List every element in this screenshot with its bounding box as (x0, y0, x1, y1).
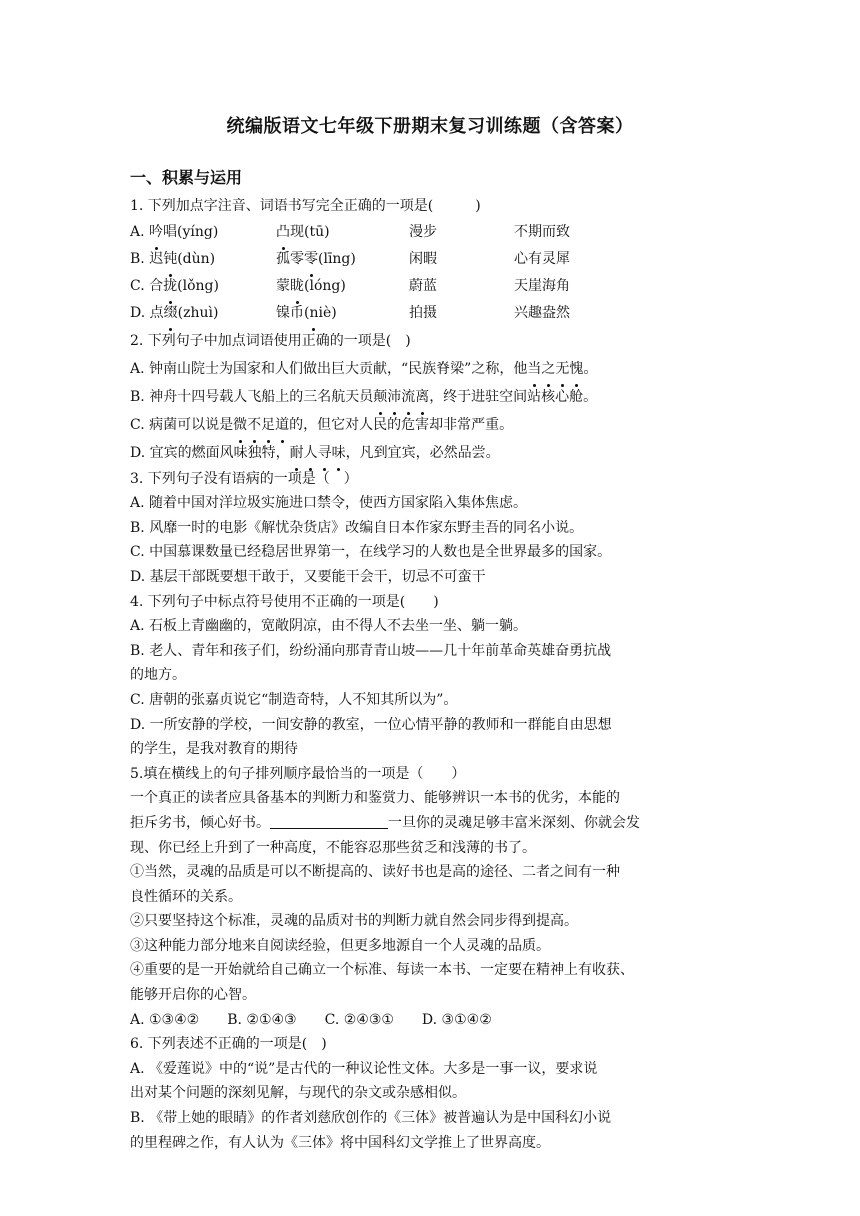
option-text: A. (130, 223, 150, 240)
dotted-word (233, 417, 289, 433)
option-row-a (130, 219, 730, 246)
sentence-1-cont: 良性循环的关系。 (130, 888, 242, 905)
sentence-3: ③这种能力部分地来自阅读经验，但更多地源自一个人灵魂的品质。 (130, 937, 550, 954)
option-a-cont: 出对某个问题的深刻见解，与现代的杂文或杂感相似。 (130, 1085, 466, 1102)
dotted-char: 离 (415, 383, 429, 411)
option-d: D. 一所安静的学校，一间安静的教室，一位心情平静的教师和一群能自由思想 (130, 716, 612, 733)
option-a (130, 355, 730, 383)
option-text: (zhuì) (177, 304, 219, 321)
passage-text: 一旦你的灵魂足够丰富米深刻、你就会发 (388, 814, 640, 831)
dotted-word (290, 445, 346, 461)
dotted-char: 耐 (290, 439, 304, 467)
sentence-4: ④重要的是一开始就给自己确立一个标准、每读一本书、一定要在精神上有收获、 (130, 962, 634, 979)
option-row-b (130, 246, 730, 273)
option-text: A. 钟南山院士为国家和人们做出巨大贡献，“民族脊梁”之称，他 (130, 360, 528, 377)
option-text: (līng) (318, 250, 356, 267)
dotted-char: 缀 (164, 300, 178, 327)
option-text: C. 合 (130, 277, 164, 294)
option-word: 漫步 (409, 223, 437, 240)
dotted-char: 流 (401, 383, 415, 411)
document-title: 统编版语文七年级下册期末复习训练题（含答案） (226, 116, 634, 137)
dotted-char: 凸 (276, 219, 290, 246)
dotted-char: 寻 (318, 439, 332, 467)
dotted-char: 人 (304, 439, 318, 467)
option-text: 的，但它对人民的危害却非常严重。 (289, 416, 514, 433)
option-text: (lǒng) (177, 277, 219, 294)
dotted-char: 足 (261, 411, 275, 439)
option-text: D. 点 (130, 304, 164, 321)
dotted-char: 吟 (149, 219, 163, 246)
option-c: C. 唐朝的张嘉贞说它“制造奇特，人不知其所以为”。 (130, 691, 458, 708)
dotted-char: 微 (233, 411, 247, 439)
sentence-2: ②只要坚持这个标准，灵魂的品质对书的判断力就自然会同步得到提高。 (130, 913, 578, 930)
answer-options: A. ①③④② B. ②①④③ C. ②④③① D. ③①④② (130, 1011, 492, 1028)
option-text: ，终于进驻空间站核心舱。 (429, 388, 598, 405)
dotted-char: 眬 (290, 273, 304, 300)
option-text: B. 神舟十四号载人飞船上的三名航天员 (130, 388, 374, 405)
fill-blank (270, 814, 388, 829)
question-6 (130, 1032, 730, 1155)
dotted-char: 沛 (387, 383, 401, 411)
question-stem: 5.填在横线上的句子排列顺序最恰当的一项是（ ） (130, 765, 466, 782)
option-row-d (130, 300, 730, 327)
section-heading: 一、积累与运用 (130, 168, 243, 187)
dotted-char: 零 (304, 246, 318, 273)
option-word: 蔚蓝 (409, 277, 437, 294)
option-c: C. 中国慕课数量已经稳居世界第一，在线学习的人数也是全世界最多的国家。 (130, 544, 612, 561)
option-text: 。 (583, 360, 598, 377)
dotted-char: 钝 (163, 246, 177, 273)
option-a: A. 《爱莲说》中的“说”是古代的一种议论性文体。大多是一事一议，要求说 (130, 1060, 598, 1077)
dotted-char: 当 (527, 355, 541, 383)
dotted-char: 颠 (373, 383, 387, 411)
passage-line: 现、你已经上升到了一种高度，不能容忍那些贫乏和浅薄的书了。 (130, 839, 536, 856)
question-stem: 4. 下列句子中标点符号使用不正确的一项是( ) (130, 593, 439, 610)
question-5 (130, 762, 730, 1033)
passage-line (130, 811, 730, 836)
option-text: B. 迟 (130, 250, 164, 267)
option-b (130, 383, 730, 411)
option-word: 兴趣盎然 (514, 304, 570, 321)
dotted-char: 币(niè) (290, 300, 337, 327)
option-text: (lóng) (304, 277, 346, 294)
dotted-word (373, 389, 429, 405)
option-b-cont: 的里程碑之作，有人认为《三体》将中国科幻文学推上了世界高度。 (130, 1134, 550, 1151)
option-text: C. 病菌可以说是 (130, 416, 234, 433)
option-d (130, 439, 730, 467)
question-stem: 1. 下列加点字注音、词语书写完全正确的一项是( ) (130, 198, 481, 214)
dotted-char: 道 (275, 411, 289, 439)
question-1 (130, 194, 730, 327)
option-c (130, 411, 730, 439)
passage-text: 拒斥劣书，倾心好书。 (130, 814, 270, 831)
option-text: D. 宜宾的燃面风味独特， (130, 444, 290, 461)
option-d-cont: 的学生，是我对教育的期待 (130, 741, 298, 758)
question-stem: 2. 下列句子中加点词语使用正确的一项是( ) (130, 332, 411, 349)
question-stem: 6. 下列表述不正确的一项是( ) (130, 1036, 327, 1053)
option-word: 心有灵犀 (514, 250, 570, 267)
question-3 (130, 467, 730, 590)
dotted-char: 无 (555, 355, 569, 383)
question-stem: 3. 下列句子没有语病的一项是（ ） (130, 470, 358, 487)
option-b: B. 风靡一时的电影《解忧杂货店》改编自日本作家东野圭吾的同名小说。 (130, 519, 584, 536)
option-text: 唱(yíng) (163, 223, 219, 240)
option-a: A. 石板上青幽幽的，宽敞阴凉，由不得人不去坐一坐、躺一躺。 (130, 618, 528, 635)
option-word: 拍摄 (409, 304, 437, 321)
dotted-char: 味 (332, 439, 346, 467)
sentence-1: ①当然，灵魂的品质是可以不断提高的、读好书也是高的途径、二者之间有一种 (130, 864, 620, 881)
option-text: 镍 (276, 304, 290, 321)
option-text: (dùn) (177, 250, 216, 267)
option-word: 闲暇 (409, 250, 437, 267)
option-d: D. 基层干部既要想干敢于，又要能干会干，切忌不可蛮干 (130, 568, 486, 585)
option-word: 天崖海角 (514, 277, 570, 294)
dotted-char: 愧 (569, 355, 583, 383)
option-b: B. 老人、青年和孩子们，纷纷涌向那青青山坡——几十年前革命英雄奋勇抗战 (130, 642, 612, 659)
option-a: A. 随着中国对洋垃圾实施进口禁令，使西方国家陷入集体焦虑。 (130, 495, 528, 512)
passage-line: 一个真正的读者应具备基本的判断力和鉴赏力、能够辨识一本书的优劣，本能的 (130, 790, 620, 807)
question-2 (130, 327, 730, 467)
option-text: 现(tū) (290, 223, 330, 240)
option-row-c (130, 273, 730, 300)
dotted-char: 之 (541, 355, 555, 383)
document-page (130, 112, 730, 1155)
option-text: 蒙 (276, 277, 290, 294)
question-4 (130, 590, 730, 762)
dotted-char: 拢 (163, 273, 177, 300)
dotted-word (527, 361, 583, 377)
option-word: 不期而致 (514, 223, 570, 240)
option-text: ，凡到宜宾，必然品尝。 (345, 444, 500, 461)
option-b: B. 《带上她的眼睛》的作者刘慈欣创作的《三体》被普遍认为是中国科幻小说 (130, 1110, 612, 1127)
sentence-4-cont: 能够开启你的心智。 (130, 987, 256, 1004)
option-text: 孤零 (276, 250, 304, 267)
option-b-cont: 的地方。 (130, 667, 186, 684)
dotted-char: 不 (247, 411, 261, 439)
